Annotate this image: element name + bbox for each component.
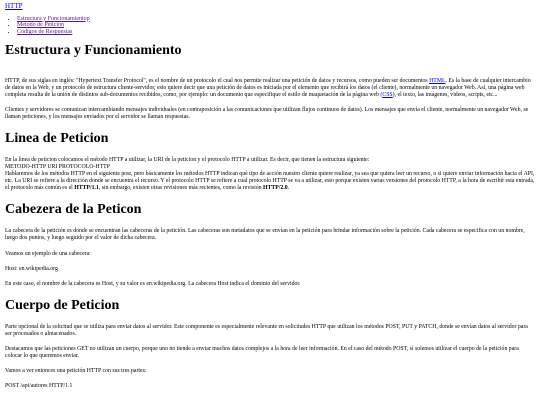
bold-http20: HTTP/2.0 (262, 185, 288, 192)
bold-http11: HTTP/1.1 (74, 185, 99, 192)
paragraph-host-example: Host: en.wikipedia.org (5, 265, 58, 272)
heading-cabecera: Cabezera de la Peticon (5, 202, 142, 218)
paragraph-host-explanation: En este caso, el nombre de la cabecera es Host, y su valor es en.wikipedia.org. La cabecera Host indica el dominio del servidor. (5, 280, 301, 287)
top-http-link[interactable]: HTTP (5, 2, 23, 10)
heading-cuerpo: Cuerpo de Peticion (5, 297, 120, 313)
heading-linea: Linea de Peticion (5, 130, 109, 146)
paragraph-http-intro (5, 78, 535, 99)
table-of-contents (5, 16, 535, 36)
text-segment: HTTP, de sus siglas en inglés: "Hypertext Transfer Protocol", es el nombre de un protocolo el cual nos permite realizar una petición de datos y recursos, como pueden ser documentos (5, 77, 430, 84)
css-link[interactable]: CSS (382, 91, 393, 98)
text-line (5, 171, 535, 192)
paragraph-cabecera-example: Veamos un ejemplo de una cabecera: (5, 250, 91, 257)
toc-item (17, 22, 535, 29)
toc-item (17, 16, 535, 23)
paragraph-cabecera: La cabecera de la petición es donde se encuentran las cabeceras de la petición. Las cabeceras son metadatos que se envían en la petición para brindar información sobre la petición. Cada cabecera se especifica con un nombre, luego dos puntos, y luego seguido por el valor de dicha cabecera. (5, 228, 525, 242)
toc-link-estructura[interactable]: Estructura y Funcionamientop (17, 15, 90, 22)
paragraph-linea (5, 157, 535, 192)
paragraph-cuerpo: Parte opcional de la solicitud que se utiliza para enviar datos al servidor. Este componente es especialmente relevante en solicitudes HTTP que utilizan los métodos POST, PUT y PATCH, donde se envían datos al servidor para ser procesados o almacenados. (5, 323, 528, 337)
toc-item (17, 29, 535, 36)
html-link[interactable]: HTML (429, 77, 446, 84)
toc-link-codigos[interactable]: Codigos de Respuestas (17, 28, 73, 35)
paragraph-get-post: Destacamos que las peticiones GET no utilizan un cuerpo, porque uno no tiende a enviar muchos datos complejos a la hora de leer información. En el caso del método POST, sí solemos utilizar el cuerpo de la petición para colocar lo que queremos enviar. (5, 345, 519, 359)
paragraph-post-line: POST /api/autores HTTP/1.1 (5, 383, 73, 390)
text-segment: . Es la base de cualquier intercambio de datos en la Web, y un protocolo de estructura cliente-servidor, esto quiere decir que una petición de datos es iniciada por el elemento que recibirá los datos (el cliente), normalmente un navegador Web. Así, una página web completa resulta de la unión de distintos sub-documentos recibidos, como, por ejemplo: un documento que especifique el estilo de maquetación de la página web ( (5, 77, 531, 98)
paragraph-clients-servers: Clientes y servidores se comunican intercambiando mensajes individuales (en contraposición a las comunicaciones que utilizan flujos continuos de datos). Los mensajes que envía el cliente, normalmente un navegador Web, se llaman peticiones, y los mensajes enviados por el servidor se llaman respuestas. (5, 106, 529, 120)
toc-link-metodo[interactable]: Metodo de Peticion (17, 22, 64, 29)
text-segment: Hablaremos de los métodos HTTP en el siguiente post, pero básicamente los métodos HTTP indican qué tipo de acción nuestro cliente quiere realizar, ya sea que quiera leer un recurso, o si quiere enviar información hacia el API, etc. La URI se refiere a la dirección donde se encuentra el recurso. Y el protocolo HTTP se refiere a cual protocolo HTTP se va a utilizar, esto porque existen varias versiones del protocolo HTTP, a la hora de escribir esta entrada, el protocolo más común es el (5, 171, 535, 192)
text-segment: . (287, 185, 290, 192)
text-line-structure: METODO-HTTP URI PROTOCOLO-HTTP (5, 164, 110, 171)
text-segment: , sin embargo, existen otras revisiones más recientes, como la revisión (98, 185, 263, 192)
heading-estructura: Estructura y Funcionamiento (5, 43, 182, 59)
text-line: En la linea de peticion colocamos el método HTTP a utilizar, la URI de la peticion y el protocolo HTTP a utilizar. Es decir, que tienen la estructura siguiente: (5, 156, 370, 163)
text-segment: ), el texto, las imágenes, videos, scripts, etc... (392, 91, 498, 98)
paragraph-three-parts: Vamos a ver entonces una petición HTTP con sus tres partes: (5, 368, 147, 375)
